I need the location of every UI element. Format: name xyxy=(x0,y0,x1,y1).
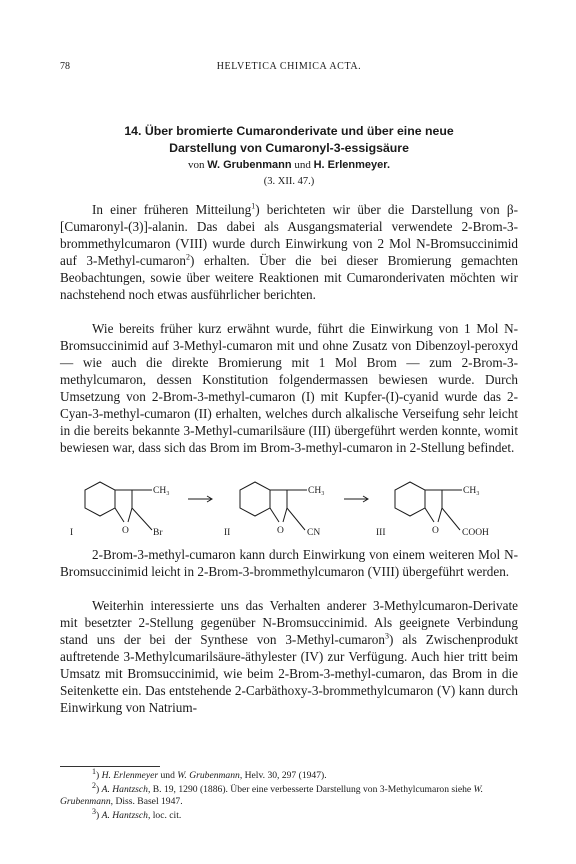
title-line-2: Darstellung von Cumaronyl-3-essigsäure xyxy=(169,141,409,155)
compound-III-bottom-group: COOH xyxy=(462,528,489,538)
paragraph-4 xyxy=(60,597,518,716)
compound-I-bottom-group: Br xyxy=(153,528,163,538)
reaction-arrow-2 xyxy=(344,496,368,502)
compound-I-label: I xyxy=(70,528,74,538)
paragraph-3: 2-Brom-3-methyl-cumaron kann durch Einwirkung von einem weiteren Mol N-Bromsuccinimid leicht in 2-Brom-3-brommethylcumaron (VIII) übergeführt werden. xyxy=(60,547,518,579)
author-line xyxy=(60,158,518,172)
compound-II-structure xyxy=(240,482,307,530)
p1-text-a: In einer früheren Mitteilung xyxy=(92,202,252,217)
compound-II-ring-atom: O xyxy=(277,526,284,536)
footnote-3-author: A. Hantzsch xyxy=(101,810,148,821)
compound-III-top-group: CH₃ xyxy=(463,486,480,496)
footnote-divider xyxy=(60,766,160,767)
compound-III-ring-atom: O xyxy=(432,526,439,536)
authors-prefix: von xyxy=(187,159,205,171)
page-number: 78 xyxy=(60,61,70,72)
footnote-1-and: und xyxy=(160,770,175,781)
footnote-ref-2[interactable]: 2 xyxy=(186,252,191,262)
footnote-2-author: A. Hantzsch xyxy=(101,784,148,795)
running-header xyxy=(60,61,518,75)
author-2: H. Erlenmeyer. xyxy=(313,159,391,171)
footnote-1-author: H. Erlenmeyer xyxy=(101,770,159,781)
footnote-3-number: 3 xyxy=(92,806,96,816)
compound-I-ring-atom: O xyxy=(122,526,129,536)
footnote-2-citation-a: , B. 19, 1290 (1886). Über eine verbesserte Darstellung von 3-Methylcumaron siehe xyxy=(147,784,474,795)
compound-II-bottom-group: CN xyxy=(307,528,321,538)
footnote-1-author-2: W. Grubenmann xyxy=(177,770,240,781)
authors-and: und xyxy=(294,159,311,171)
footnote-2: $^2$) A. Hantzsch, B. 19, 1290 (1886). Über eine verbesserte Darstellung von 3-Methylcumaron siehe W. Grubenmann, Diss. Basel 1947. xyxy=(60,780,484,807)
footnote-2-citation-b: , Diss. Basel 1947. xyxy=(110,796,183,807)
paragraph-1 xyxy=(60,201,518,303)
compound-II-label: II xyxy=(224,528,231,538)
footnote-3-citation: , loc. cit. xyxy=(147,810,182,821)
compound-I-structure xyxy=(85,482,152,530)
compound-I-top-group: CH₃ xyxy=(153,486,170,496)
compound-II-top-group: CH₃ xyxy=(308,486,325,496)
p4-text-b: ) als Zwischenprodukt auftretende 3-Methylcumarilsäure-äthylester (IV) zur Verfügung. Auch hier tritt beim Umsatz mit Bromsuccinimid, wie beim 2-Brom-3-methyl-cumaron, das Brom in die Seitenkette ein. Das entstehende 2-Carbäthoxy-3-brommethylcumaron (V) kann durch Einwirkung von Natrium- xyxy=(60,632,518,715)
footnote-1-citation: , Helv. 30, 297 (1947). xyxy=(239,770,327,781)
footnote-3: $^3$) A. Hantzsch, loc. cit. xyxy=(92,806,182,821)
footnote-1-number: 1 xyxy=(92,766,96,776)
article-title xyxy=(60,123,518,157)
footnote-1: $^1$) H. Erlenmeyer und W. Grubenmann, Helv. 30, 297 (1947). xyxy=(92,766,327,781)
footnote-ref-3[interactable]: 3 xyxy=(384,631,389,641)
footnote-ref-1[interactable]: 1 xyxy=(251,201,256,211)
reaction-arrow-1 xyxy=(188,496,212,502)
p1-text-b: ) berichteten wir über die Darstellung von β-[Cumaronyl-(3)]-alanin. Das dabei als Ausgangsmaterial verwendete 2-Brom-3-brommethylcumaron (VIII) wurde durch Einwirkung von 2 Mol N-Bromsuccinimid auf 3-Methyl-cumaron xyxy=(60,202,518,268)
compound-III-structure xyxy=(395,482,462,530)
title-line-1: 14. Über bromierte Cumaronderivate und über eine neue xyxy=(124,124,454,138)
p4-text-a: Weiterhin interessierte uns das Verhalten anderer 3-Methylcumaron-Derivate mit besetzter 2-Stellung gegenüber N-Bromsuccinimid. Als geeignete Verbindung stand uns der bei der Synthese von 3-Methyl-cumaron xyxy=(60,598,518,647)
p1-text-c: ) erhalten. Über die bei dieser Bromierung gemachten Beobachtungen, sowie über weitere Reaktionen mit Cumaronderivaten möchten wir nachstehend noch etwas ausführlicher berichten. xyxy=(60,253,518,302)
reaction-scheme xyxy=(60,478,518,542)
compound-III-label: III xyxy=(376,528,386,538)
footnote-2-author-2: W. Grubenmann xyxy=(60,784,484,807)
reaction-scheme-drawing xyxy=(60,478,518,542)
footnote-2-number: 2 xyxy=(92,780,96,790)
author-1: W. Grubenmann xyxy=(207,159,292,171)
received-date: (3. XII. 47.) xyxy=(263,176,315,187)
paragraph-2: Wie bereits früher kurz erwähnt wurde, führt die Einwirkung von 1 Mol N-Bromsuccinimid auf 3-Methyl-cumaron mit und ohne Zusatz von Dibenzoyl-peroxyd — wie auch die direkte Bromierung mit 1 Mol Brom — zum 2-Brom-3-methylcumaron, dessen Konstitution folgendermassen bewiesen wurde. Durch Umsetzung von 2-Brom-3-methyl-cumaron (I) mit Kupfer-(I)-cyanid wurde das 2-Cyan-3-methyl-cumaron (II) erhalten, welches durch alkalische Verseifung sehr leicht in die bereits bekannte 3-Methyl-cumarilsäure (III) übergeführt werden konnte, womit bewiesen war, dass sich das Brom im Brom-3-methyl-cumaron in 2-Stellung befindet. xyxy=(60,321,518,455)
journal-name: HELVETICA CHIMICA ACTA. xyxy=(216,61,362,72)
